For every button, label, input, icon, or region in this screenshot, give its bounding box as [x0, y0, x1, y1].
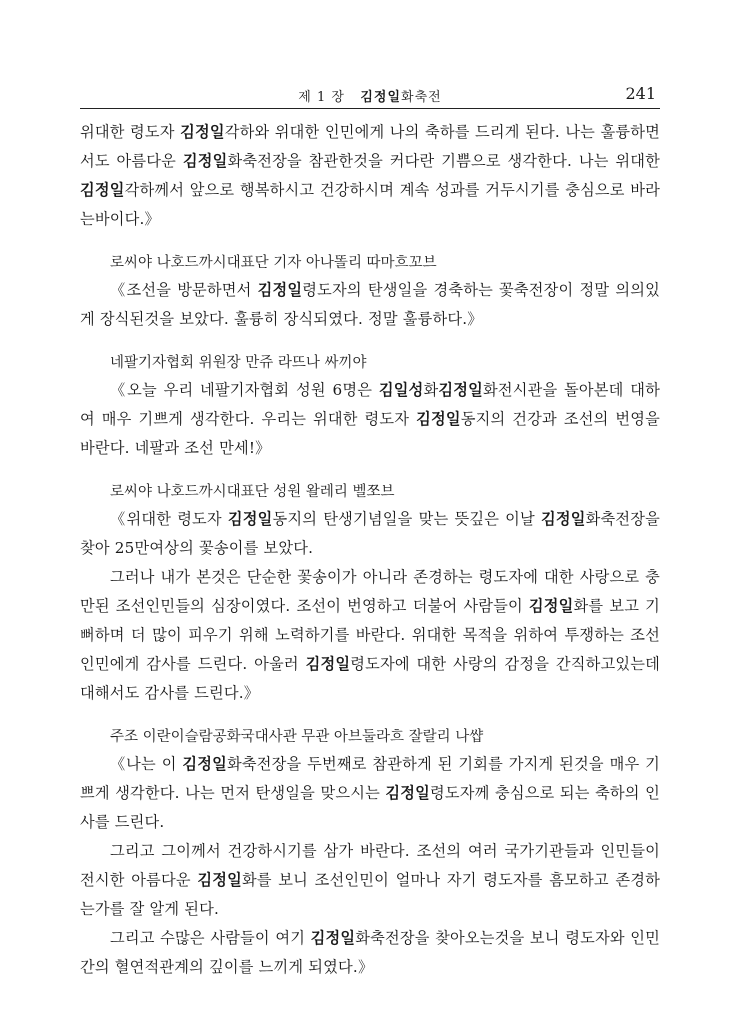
chapter-label: 제 1 장 — [298, 90, 345, 105]
text-run: 《오늘 우리 네팔기자협회 성원 6명은 — [110, 381, 379, 399]
highlighted-name: 김정일 — [182, 152, 228, 170]
text-run: 화축전장을 두번째로 참관하게 된 기회를 가지게 된것을 매우 기쁘게 생각한다. 나는 먼저 탄생일을 맞으시는 — [80, 755, 660, 802]
speaker-attribution: 로씨야 나호드까시대표단 기자 아나똘리 따마흐꼬브 — [110, 255, 437, 271]
text-run: 《위대한 령도자 — [110, 510, 228, 528]
text-run: 화를 보니 조선인민이 얼마나 자기 령도자를 흠모하고 존경하는가를 잘 알게 된다. — [80, 871, 660, 918]
highlighted-name: 김정일 — [257, 281, 303, 299]
text-run: 화축전장을 찾아오는것을 보니 령도자와 인민간의 혈연적관계의 깊이를 느끼게 되였다.》 — [80, 929, 660, 976]
text-run: 화축전장을 찾아 25만여상의 꽃송이를 보았다. — [80, 510, 661, 557]
text-run: 그리고 수많은 사람들이 여기 — [110, 929, 311, 947]
running-header — [80, 84, 660, 109]
highlighted-name: 김정일 — [305, 655, 351, 673]
chapter-suffix: 화축전 — [401, 90, 442, 105]
paragraph — [80, 563, 660, 708]
text-run: 화를 보고 기뻐하며 더 많이 피우기 위해 노력하기를 바란다. 위대한 목적을 위하여 투쟁하는 조선인민에게 감사를 드린다. 아울러 — [80, 597, 660, 673]
text-run: 각하께서 앞으로 행복하시고 건강하시며 계속 성과를 거두시기를 충심으로 바라는바이다.》 — [80, 181, 660, 228]
text-run: 《조선을 방문하면서 — [110, 281, 258, 299]
paragraph — [80, 750, 660, 837]
text-run: 화전시관을 돌아본데 대하여 매우 기쁘게 생각한다. 우리는 위대한 령도자 — [80, 381, 661, 428]
text-run: 화 — [423, 381, 439, 399]
text-run: 령도자에 대한 사랑의 감정을 간직하고있는데 대해서도 감사를 드린다.》 — [80, 655, 660, 702]
text-run: 그러나 내가 본것은 단순한 꽃송이가 아니라 존경하는 령도자에 대한 사랑으로 충만된 조선인민들의 심장이였다. 조선이 번영하고 더불어 사람들이 — [80, 568, 660, 615]
highlighted-name: 김정일 — [438, 381, 483, 399]
text-run: 동지의 탄생기념일을 맞는 뜻깊은 이날 — [272, 510, 542, 528]
chapter-title — [80, 86, 660, 105]
speaker-attribution: 네팔기자협회 위원장 만쥬 라뜨나 싸끼야 — [110, 355, 367, 371]
text-run: 그리고 그이께서 건강하시기를 삼가 바란다. 조선의 여러 국가기관들과 인민들이 전시한 아름다운 — [80, 842, 660, 889]
highlighted-name: 김정일 — [180, 123, 225, 141]
highlighted-name: 김정일 — [227, 510, 273, 528]
paragraph — [80, 837, 660, 924]
highlighted-name: 김정일 — [80, 181, 125, 199]
highlighted-name: 김일성 — [378, 381, 424, 399]
paragraph — [80, 376, 660, 463]
text-run: 《나는 이 — [110, 755, 183, 773]
chapter-name: 김정일 — [360, 90, 402, 105]
page-body — [80, 118, 660, 982]
text-run: 각하와 위대한 인민에게 나의 축하를 드리게 된다. 나는 훌륭하면서도 아름다운 — [80, 123, 660, 170]
page-number: 241 — [625, 84, 656, 103]
paragraph — [80, 276, 660, 334]
text-run: 동지의 건강과 조선의 번영을 바란다. 네팔과 조선 만세!》 — [80, 410, 660, 457]
highlighted-name: 김정일 — [385, 784, 431, 802]
highlighted-name: 김정일 — [416, 410, 461, 428]
paragraph — [80, 924, 660, 982]
speaker-attribution: 로씨야 나호드까시대표단 성원 왈레리 벨쪼브 — [110, 484, 395, 500]
highlighted-name: 김정일 — [182, 755, 227, 773]
paragraph — [80, 505, 660, 563]
text-run: 령도자의 탄생일을 경축하는 꽃축전장이 정말 의의있게 장식된것을 보았다. 훌륭히 장식되였다. 정말 훌륭하다.》 — [80, 281, 660, 328]
text-run: 화축전장을 참관한것을 커다란 기쁨으로 생각한다. 나는 위대한 — [227, 152, 660, 170]
highlighted-name: 김정일 — [541, 510, 586, 528]
highlighted-name: 김정일 — [528, 597, 574, 615]
text-run: 령도자께 충심으로 되는 축하의 인사를 드린다. — [80, 784, 660, 831]
speaker-attribution: 주조 이란이슬람공화국대사관 무관 아브둘라흐 잘랄리 나썁 — [110, 729, 484, 745]
paragraph — [80, 118, 660, 234]
highlighted-name: 김정일 — [310, 929, 356, 947]
text-run: 위대한 령도자 — [80, 123, 181, 141]
highlighted-name: 김정일 — [197, 871, 242, 889]
